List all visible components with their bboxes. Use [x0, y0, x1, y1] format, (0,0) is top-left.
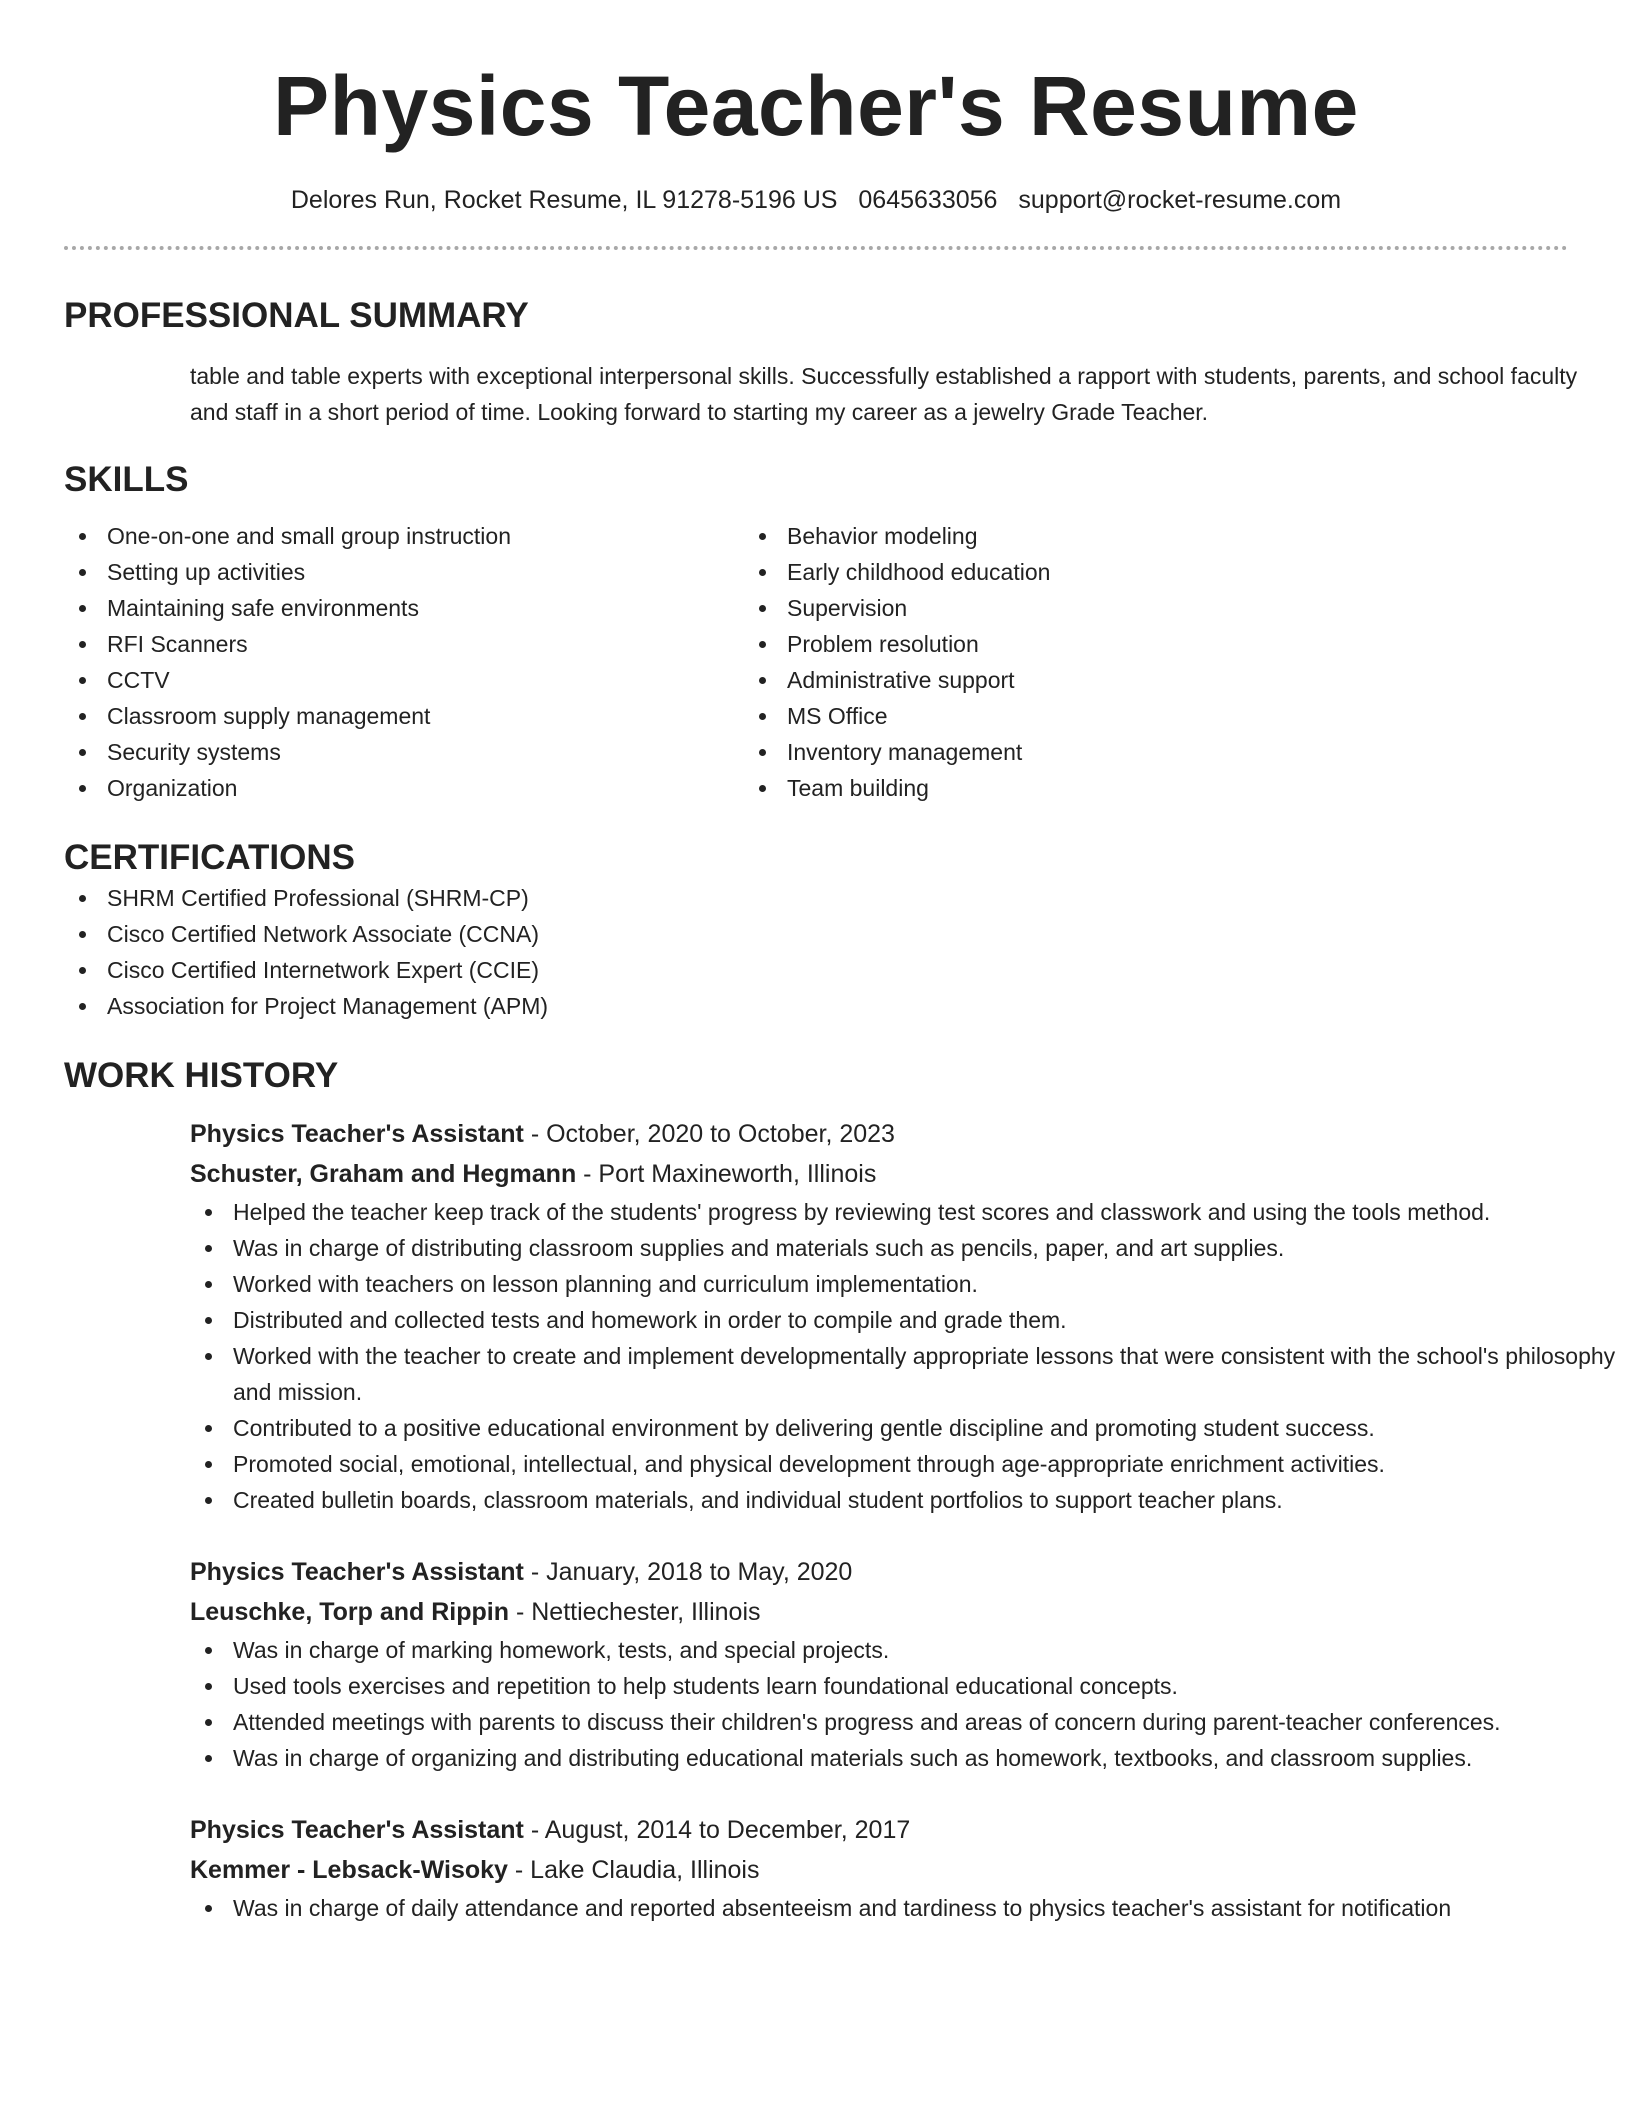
certifications-list	[64, 880, 1568, 1024]
job-title-line	[190, 1114, 1568, 1154]
job-bullets	[190, 1890, 1630, 1926]
skill-item: Maintaining safe environments	[64, 590, 744, 626]
job-location: - Nettiechester, Illinois	[509, 1598, 761, 1626]
job-title: Physics Teacher's Assistant	[190, 1120, 524, 1148]
job-dates: - January, 2018 to May, 2020	[523, 1558, 853, 1586]
skill-item: Setting up activities	[64, 554, 744, 590]
job-bullet: Promoted social, emotional, intellectual, and physical development through age-appropriate enrichment activities.	[190, 1446, 1630, 1482]
skills-heading: SKILLS	[64, 460, 189, 499]
skill-item: Behavior modeling	[744, 518, 1344, 554]
contact-info	[64, 184, 1568, 216]
job-company: Leuschke, Torp and Rippin	[190, 1598, 510, 1626]
job-company: Kemmer - Lebsack-Wisoky	[190, 1856, 508, 1884]
skill-item: Early childhood education	[744, 554, 1344, 590]
email: support@rocket-resume.com	[1018, 186, 1342, 214]
job-bullet: Was in charge of organizing and distributing educational materials such as homework, textbooks, and classroom supplies.	[190, 1740, 1630, 1776]
job-bullet: Was in charge of daily attendance and reported absenteeism and tardiness to physics teacher's assistant for notification	[190, 1890, 1630, 1926]
job-bullets	[190, 1632, 1630, 1776]
certification-item: Cisco Certified Network Associate (CCNA)	[64, 916, 1568, 952]
skills-columns	[64, 518, 1568, 806]
skill-item: RFI Scanners	[64, 626, 744, 662]
job-company-line	[190, 1850, 1568, 1890]
skill-item: Administrative support	[744, 662, 1344, 698]
job-company: Schuster, Graham and Hegmann	[190, 1160, 577, 1188]
job-company-line	[190, 1154, 1568, 1194]
job-title-line	[190, 1810, 1568, 1850]
summary-heading: PROFESSIONAL SUMMARY	[64, 296, 529, 335]
summary-text: table and table experts with exceptional interpersonal skills. Successfully established a rapport with students, parents, and school faculty and staff in a short period of time. Looking forward to starting my career as a jewelry Grade Teacher.	[190, 363, 1578, 425]
certification-item: SHRM Certified Professional (SHRM-CP)	[64, 880, 1568, 916]
job-bullet: Used tools exercises and repetition to help students learn foundational educational concepts.	[190, 1668, 1630, 1704]
job-location: - Lake Claudia, Illinois	[507, 1856, 760, 1884]
job-title: Physics Teacher's Assistant	[190, 1558, 524, 1586]
page-title: Physics Teacher's Resume	[273, 59, 1359, 153]
job-bullet: Worked with the teacher to create and implement developmentally appropriate lessons that were consistent with the school's philosophy and mission.	[190, 1338, 1630, 1410]
work-history-heading: WORK HISTORY	[64, 1056, 339, 1095]
header-divider	[64, 246, 1568, 250]
job-entry	[190, 1810, 1568, 1926]
job-title: Physics Teacher's Assistant	[190, 1816, 524, 1844]
skill-item: CCTV	[64, 662, 744, 698]
job-dates: - October, 2020 to October, 2023	[523, 1120, 895, 1148]
certifications-heading: CERTIFICATIONS	[64, 838, 356, 877]
skill-item: Security systems	[64, 734, 744, 770]
skill-item: Inventory management	[744, 734, 1344, 770]
skill-item: Organization	[64, 770, 744, 806]
job-company-line	[190, 1592, 1568, 1632]
job-entry	[190, 1552, 1568, 1776]
skill-item: Problem resolution	[744, 626, 1344, 662]
skill-item: Supervision	[744, 590, 1344, 626]
skills-column-2	[744, 518, 1344, 806]
skills-column-1	[64, 518, 744, 806]
job-bullet: Attended meetings with parents to discuss their children's progress and areas of concern during parent-teacher conferences.	[190, 1704, 1630, 1740]
job-bullet: Helped the teacher keep track of the students' progress by reviewing test scores and classwork and using the tools method.	[190, 1194, 1630, 1230]
job-bullets	[190, 1194, 1630, 1518]
certification-item: Cisco Certified Internetwork Expert (CCIE)	[64, 952, 1568, 988]
job-location: - Port Maxineworth, Illinois	[576, 1160, 877, 1188]
certification-item: Association for Project Management (APM)	[64, 988, 1568, 1024]
skill-item: Team building	[744, 770, 1344, 806]
job-bullet: Distributed and collected tests and homework in order to compile and grade them.	[190, 1302, 1630, 1338]
phone: 0645633056	[858, 186, 998, 214]
job-bullet: Was in charge of distributing classroom supplies and materials such as pencils, paper, and art supplies.	[190, 1230, 1630, 1266]
address: Delores Run, Rocket Resume, IL 91278-5196 US	[290, 186, 838, 214]
job-title-line	[190, 1552, 1568, 1592]
job-entry	[190, 1114, 1616, 1518]
skill-item: MS Office	[744, 698, 1344, 734]
skill-item: One-on-one and small group instruction	[64, 518, 744, 554]
job-bullet: Contributed to a positive educational environment by delivering gentle discipline and promoting student success.	[190, 1410, 1630, 1446]
skill-item: Classroom supply management	[64, 698, 744, 734]
job-bullet: Worked with teachers on lesson planning and curriculum implementation.	[190, 1266, 1630, 1302]
job-bullet: Was in charge of marking homework, tests, and special projects.	[190, 1632, 1630, 1668]
job-bullet: Created bulletin boards, classroom materials, and individual student portfolios to support teacher plans.	[190, 1482, 1630, 1518]
job-dates: - August, 2014 to December, 2017	[523, 1816, 911, 1844]
